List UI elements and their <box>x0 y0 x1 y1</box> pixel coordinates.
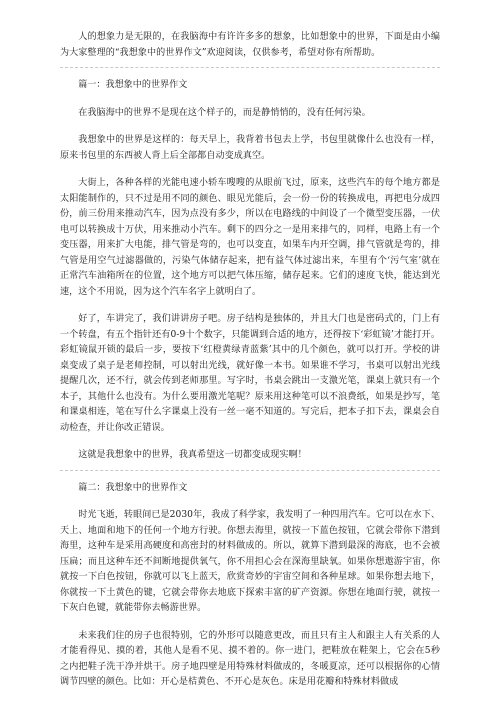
essay-one-paragraph-4: 好了，车讲完了，我们讲讲房子吧。房子结构是独体的，并且大门也是密码式的，门上有一个转盘，有五个指针还有0-9十个数字，只能调到合适的地方，还得按下‘彩虹镜’才能打开。彩虹镜鼠开锁的最后一步，要按下‘红橙黄绿青蓝紫’其中的几个颜色，就可以打开。学校的讲桌变成了桌子是老师控制，可以射出光线，就好像一本书。如果谁不学习，书桌可以射出光线提醒几次，还不行，就会传到老师那里。写字时，书桌会跳出一支激光笔，课桌上就只有一个本子，其他什么也没有。为什么要用激光笔呢？原来用这种笔可以不浪费纸，如果是抄写，笔和课桌相连，笔在写什么字课桌上没有一丝一毫不知道的。写完后，把本子扣下去，课桌会自动检查，并让你改正错误。 <box>60 314 440 433</box>
essay-one-paragraph-3: 大街上，各种各样的光能电速小轿车嗖嗖的从眼前飞过，原来，这些汽车的每个地方都是太阳能制作的，只不过是用不同的颜色、眼见光能后，会一份一份的转换成电，再把电分成四份，前三份用来推动汽车，因为点没有多少，所以在电路线的中间设了一个微型变压器，一伏电可以转换成十万伏，用来推动小汽车。剩下的四分之一是用来排气的，同样，电路上有一个变压器，用来扩大电能，排气管是弯的，也可以变直，如果车内开空调，排气管就是弯的，排气管是用空气过滤器做的，污染气体储存起来，把有益气体过滤出来，车里有个‘污气室’就在正常汽车油箱所在的位置，这个地方可以把气体压缩，储存起来。它们的速度飞快，能达到光速，这个不用说，因为这个汽车名字上就明白了。 <box>60 178 440 297</box>
essay-two-heading: 篇二：我想象中的世界作文 <box>78 482 188 493</box>
essay-one-paragraph-1: 在我脑海中的世界不是现在这个样子的，而是静悄悄的，没有任何污染。 <box>78 107 371 118</box>
essay-one-paragraph-5: 这就是我想象中的世界，我真希望这一切都变成现实啊！ <box>78 450 307 460</box>
section-divider <box>60 470 440 471</box>
essay-one-heading: 篇一：我想象中的世界作文 <box>78 80 188 90</box>
essay-two <box>60 481 440 691</box>
essay-two-paragraph-1: 时光飞逝，转眼间已是2030年，我成了科学家，我发明了一种四用汽车。它可以在水下、天上、地面和地下的任何一个地方行驶。你想去海里，就按一下蓝色按钮，它就会带你下潜到海里，这种车是采用高硬度和高密封的材料做成的。所以，就算下潜到最深的海底，也不会被压扁；而且这种车还不间断地提供氧气，你不用担心会在深海里缺氧。如果你想遨游宇宙，你就按一下白色按钮，你就可以飞上蓝天，欣赏奇妙的宇宙空间和各种星球。如果你想去地下，你就按一下土黄色的键，它就会带你去地底下探索丰富的矿产资源。你想在地面行驶，就按一下灰白色键，就能带你去畅游世界。 <box>60 510 440 613</box>
essay-two-paragraph-2: 未来我们住的房子也很特别，它的外形可以随意更改，而且只有主人和跟主人有关系的人才能看得见、摸的着，其他人是看不见、摸不着的。你一进门，把鞋放在鞋架上，它会在5秒之内把鞋子洗干净并烘干。房子地四壁是用特殊材料做成的，冬暖夏凉，还可以根据你的心情调节四壁的颜色。比如：开心是桔黄色、不开心是灰色。床是用花瓣和特殊材料做成 <box>60 630 440 687</box>
essay-one <box>60 78 440 464</box>
essay-one-paragraph-2: 我想象中的世界是这样的：每天早上，我背着书包去上学，书包里就像什么也没有一样，原来书包里的东西被人背上后全部都自动变成真空。 <box>60 135 440 161</box>
intro-paragraph: 人的想象力是无限的，在我脑海中有许许多多的想象，比如想象中的世界，下面是由小编为大家整理的“我想象中的世界作文”欢迎阅读，仅供参考，希望对你有所帮助。 <box>60 32 440 58</box>
section-divider <box>60 67 440 68</box>
